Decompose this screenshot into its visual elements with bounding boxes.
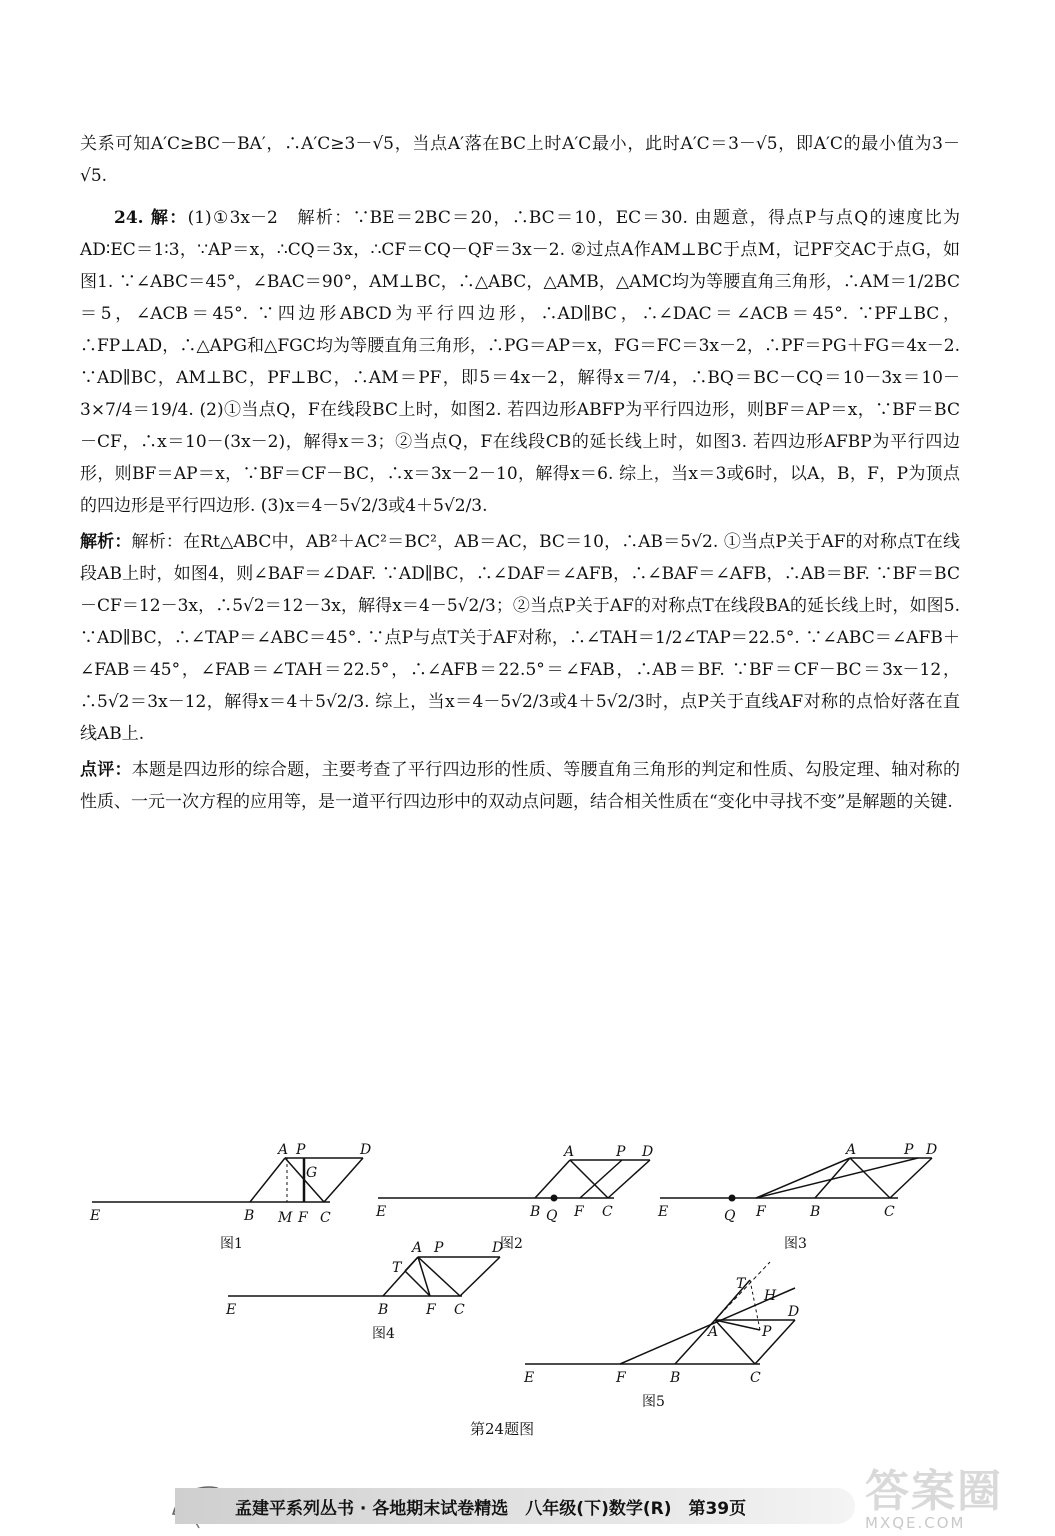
point-label: Q <box>546 1208 558 1224</box>
paragraph-3: 解析：解析：在Rt△ABC中，AB²＋AC²＝BC²，AB＝AC，BC＝10，∴AB＝5√2. ①当点P关于AF的对称点T在线段AB上时，如图4，则∠BAF＝∠DAF. ∵AD∥BC，∴∠DAF＝∠AFB，∴∠BAF＝∠AFB，∴AB＝BF. ∵BF＝BC－CF＝12－3x，∴5√2＝12－3x，解得x＝4－5√2/3；②当点P关于AF的对称点T在线段BA的延长线上时，如图5. ∵AD∥BC，∴∠TAP＝∠ABC＝45°. ∵点P与点T关于AF对称，∴∠TAH＝1/2∠TAP＝22.5°. ∵∠ABC＝∠AFB＋∠FAB＝45°，∠FAB＝∠TAH＝22.5°，∴∠AFB＝22.5°＝∠FAB，∴AB＝BF. ∵BF＝CF－BC＝3x－12，∴5√2＝3x－12，解得x＝4＋5√2/3. 综上，当x＝4－5√2/3或4＋5√2/3时，点P关于直线AF对称的点恰好落在直线AB上. <box>80 532 960 744</box>
analysis-label: 解析： <box>80 532 132 552</box>
page-footer <box>175 1488 855 1524</box>
point-label: T <box>736 1276 746 1292</box>
point-label: M <box>278 1210 293 1226</box>
point-label: B <box>670 1370 681 1386</box>
watermark-url: MXQE.COM <box>865 1514 966 1532</box>
point-label: D <box>642 1144 654 1160</box>
point-label: P <box>434 1240 444 1256</box>
point-label: D <box>492 1240 504 1256</box>
figure-5-caption: 图5 <box>642 1394 665 1410</box>
paragraph-1: 关系可知A′C≥BC－BA′，∴A′C≥3－√5，当点A′落在BC上时A′C最小，此时A′C＝3－√5，即A′C的最小值为3－√5. <box>80 134 960 186</box>
question-24-label: 24. 解： <box>114 208 188 228</box>
paragraph-2: 24. 解：(1)①3x－2 解析：∵BE＝2BC＝20，∴BC＝10，EC＝30. 由题意，得点P与点Q的速度比为AD∶EC＝1∶3，∵AP＝x，∴CQ＝3x，∴CF＝CQ－QF＝3x－2. ②过点A作AM⊥BC于点M，记PF交AC于点G，如图1. ∵∠ABC＝45°，∠BAC＝90°，AM⊥BC，∴△ABC，△AMB，△AMC均为等腰直角三角形，∴AM＝1/2BC＝5，∠ACB＝45°. ∵四边形ABCD为平行四边形，∴AD∥BC，∴∠DAC＝∠ACB＝45°. ∵PF⊥BC，∴FP⊥AD，∴△APG和△FGC均为等腰直角三角形，∴PG＝AP＝x，FG＝FC＝3x－2，∴PF＝PG＋FG＝4x－2. ∵AD∥BC，AM⊥BC，PF⊥BC，∴AM＝PF，即5＝4x－2，解得x＝7/4，∴BQ＝BC－CQ＝10－3x＝10－3×7/4＝19/4. (2)①当点Q，F在线段BC上时，如图2. 若四边形ABFP为平行四边形，则BF＝AP＝x，∵BF＝BC－CF，∴x＝10－(3x－2)，解得x＝3；②当点Q，F在线段CB的延长线上时，如图3. 若四边形AFBP为平行四边形，则BF＝AP＝x，∵BF＝CF－BC，∴x＝3x－2－10，解得x＝6. 综上，当x＝3或6时，以A，B，F，P为顶点的四边形是平行四边形. (3)x＝4－5√2/3或4＋5√2/3. <box>80 208 960 516</box>
solution-text <box>80 128 960 822</box>
point-label: P <box>296 1142 306 1158</box>
figure-group <box>80 1140 970 1440</box>
point-label: F <box>298 1210 308 1226</box>
figure-1 <box>92 1158 363 1202</box>
point-label: A <box>412 1240 423 1256</box>
point-q-dot <box>551 1195 558 1202</box>
point-label: E <box>376 1204 387 1220</box>
point-label: P <box>616 1144 626 1160</box>
figure-2-caption: 图2 <box>500 1236 523 1252</box>
point-label: A <box>846 1142 857 1158</box>
figure-4 <box>228 1257 500 1296</box>
footer-text: 孟建平系列丛书 · 各地期末试卷精选 八年级(下)数学(R) 第39页 <box>235 1498 747 1519</box>
point-label: F <box>616 1370 626 1386</box>
figure-4-labels <box>225 1240 503 1342</box>
point-label: F <box>756 1204 766 1220</box>
watermark <box>865 1466 1003 1532</box>
figure-group-caption: 第24题图 <box>470 1420 535 1438</box>
figure-3-caption: 图3 <box>784 1236 807 1252</box>
geometry-figures <box>80 1140 970 1440</box>
paragraph-4: 点评：本题是四边形的综合题，主要考查了平行四边形的性质、等腰直角三角形的判定和性质、勾股定理、轴对称的性质、一元一次方程的应用等，是一道平行四边形中的双动点问题，结合相关性质在“变化中寻找不变”是解题的关键. <box>80 760 960 812</box>
point-label: Q <box>724 1208 736 1224</box>
point-label: E <box>226 1302 237 1318</box>
point-q-dot <box>729 1195 736 1202</box>
point-label: C <box>884 1204 895 1220</box>
point-label: E <box>524 1370 535 1386</box>
point-label: T <box>392 1260 402 1276</box>
point-label: F <box>426 1302 436 1318</box>
point-label: A <box>278 1142 289 1158</box>
point-label: D <box>360 1142 372 1158</box>
watermark-logo: 答案圈 <box>865 1466 1003 1517</box>
point-label: A <box>708 1324 719 1340</box>
point-label: P <box>762 1324 772 1340</box>
point-label: E <box>90 1208 101 1224</box>
point-label: P <box>904 1142 914 1158</box>
point-label: E <box>658 1204 669 1220</box>
figure-3 <box>660 1158 932 1198</box>
point-label: F <box>574 1204 584 1220</box>
figure-4-caption: 图4 <box>372 1326 395 1342</box>
point-label: B <box>530 1204 541 1220</box>
point-label: C <box>750 1370 761 1386</box>
point-label: C <box>454 1302 465 1318</box>
comment-label: 点评： <box>80 760 132 780</box>
point-label: D <box>788 1304 800 1320</box>
point-label: A <box>564 1144 575 1160</box>
point-label: B <box>244 1208 255 1224</box>
figure-2 <box>378 1160 650 1198</box>
point-label: G <box>306 1165 318 1181</box>
figure-1-caption: 图1 <box>220 1236 243 1252</box>
point-label: B <box>810 1204 821 1220</box>
point-label: D <box>926 1142 938 1158</box>
point-label: B <box>378 1302 389 1318</box>
point-label: H <box>764 1288 777 1304</box>
figure-5 <box>525 1262 795 1364</box>
point-label: C <box>602 1204 613 1220</box>
figure-5-labels <box>523 1276 799 1410</box>
point-label: C <box>320 1210 331 1226</box>
